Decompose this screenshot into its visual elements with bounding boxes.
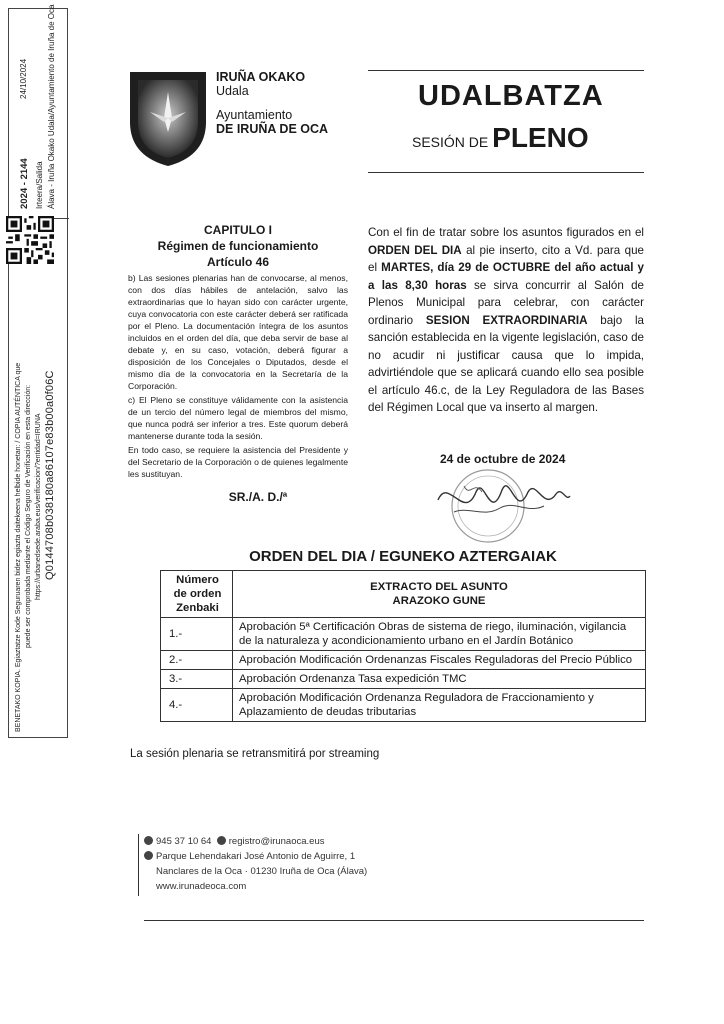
agenda-item-number: 3.-	[161, 670, 233, 689]
registry-origin: Álava - Iruña Okako Udala/Ayuntamiento de Iruña de Oca	[47, 4, 56, 209]
agenda-header-row	[161, 571, 646, 618]
mayor-signature-stamp	[424, 462, 574, 546]
bottom-rule	[144, 920, 644, 921]
verify-text-1: BENETAKO KOPIA. Egiaztatze Kode Seguruaren bidez egiazta daitekeena helbide honetan: / COPIA AUTÉNTICA que	[15, 362, 22, 732]
location-icon	[144, 851, 153, 860]
session-type: PLENO	[492, 122, 589, 153]
convocation-bold-3: SESION EXTRAORDINARIA	[425, 313, 588, 327]
legal-paragraph-d: En todo caso, se requiere la asistencia del Presidente y del Secretario de la Corporación o de quienes legalmente les sustituyan.	[128, 445, 348, 479]
convocation-text-4: bajo la sanción establecida en la vigente legislación, caso de no acudir ni justificar causa que lo impida, advirtiéndole que se aplicará cuando ello sea posible el artículo 46.c, de la Ley Reguladora de las Bases del Régimen Local que va inserto al margen.	[368, 313, 645, 414]
legal-paragraph-c: c) El Pleno se constituye válidamente con la asistencia de un tercio del número legal de miembros del mismo, que nunca podrá ser inferior a tres. Este quorum deberá mantenerse durante toda la sesión.	[128, 395, 348, 441]
agenda-item-text: Aprobación Modificación Ordenanzas Fiscales Reguladoras del Precio Público	[233, 651, 646, 670]
agenda-item-number: 4.-	[161, 689, 233, 722]
municipal-shield-logo	[128, 70, 208, 168]
col-number-line-1: Número	[176, 574, 219, 586]
contact-website[interactable]: www.irunadeoca.com	[156, 881, 247, 892]
registry-box	[9, 4, 69, 219]
convocation-bold-2: MARTES, día 29 de OCTUBRE del año actual y a las 8,30 horas	[368, 261, 644, 292]
agenda-item-number: 2.-	[161, 651, 233, 670]
legal-article: Artículo 46	[206, 255, 269, 269]
registry-date: 24/10/2024	[19, 58, 28, 99]
col-number-line-2: de orden	[173, 588, 222, 600]
agenda-item-text: Aprobación 5ª Certificación Obras de sistema de riego, iluminación, vigilancia de la naturaleza y acondicionamiento urbano en el Jardín Botánico	[233, 618, 646, 651]
legal-chapter: CAPITULO I	[204, 223, 272, 237]
contact-address-2: Nanclares de la Oca · 01230 Iruña de Oca (Álava)	[156, 866, 368, 877]
recipient-salutation: SR./A. D./ª	[228, 490, 288, 504]
table-row	[161, 618, 646, 651]
org-line-1: IRUÑA OKAKO	[216, 70, 306, 84]
org-line-3: Ayuntamiento	[216, 108, 293, 122]
col-subject-line-1: EXTRACTO DEL ASUNTO	[370, 581, 508, 593]
table-row	[161, 670, 646, 689]
table-row	[161, 689, 646, 722]
table-row	[161, 651, 646, 670]
agenda-item-text: Aprobación Modificación Ordenanza Reguladora de Fraccionamiento y Aplazamiento de deudas tributarias	[233, 689, 646, 722]
agenda-col-number-header	[161, 571, 233, 618]
convocation-bold-1: ORDEN DEL DIA	[368, 243, 462, 257]
legal-subtitle: Régimen de funcionamiento	[157, 239, 319, 253]
col-number-line-3: Zenbaki	[176, 602, 219, 614]
contact-address-1: Parque Lehendakari José Antonio de Aguirre, 1	[156, 851, 356, 862]
agenda-item-text: Aprobación Ordenanza Tasa expedición TMC	[233, 670, 646, 689]
agenda-item-number: 1.-	[161, 618, 233, 651]
contact-phone: 945 37 10 64	[156, 836, 212, 847]
agenda-title: ORDEN DEL DIA / EGUNEKO AZTERGAIAK	[249, 548, 557, 565]
org-line-4: DE IRUÑA DE OCA	[216, 122, 329, 136]
header-rule-bottom	[368, 172, 644, 173]
page-title: UDALBATZA	[418, 80, 604, 112]
convocation-text-1: Con el fin de tratar sobre los asuntos figurados en el	[368, 226, 644, 239]
convocation-text-2: al pie inserto, cito a Vd. para que el	[368, 243, 644, 274]
phone-icon	[144, 836, 153, 845]
session-prefix: SESIÓN DE	[412, 134, 489, 150]
header-rule-top	[368, 70, 644, 71]
streaming-note: La sesión plenaria se retransmitirá por streaming	[130, 748, 380, 760]
qr-code-icon	[6, 216, 54, 264]
signature-date: 24 de octubre de 2024	[440, 452, 566, 466]
legal-reference	[128, 222, 348, 504]
verify-text-3: https://urbanedsede.araba.eus/verificacion/?entidad=IRUNA	[35, 413, 42, 600]
csv-code: Q0144708b038180a86107e83b00a0f06C	[44, 370, 56, 580]
verify-text-2: puede ser comprobada mediante el Código Seguro de Verificación en esta dirección:	[25, 384, 32, 648]
organization-name	[216, 70, 328, 136]
convocation-text-3: se sirva concurrir al Salón de Plenos Municipal para celebrar, con carácter ordinario	[368, 278, 644, 327]
agenda-table	[160, 570, 646, 722]
footer-rule	[138, 834, 139, 896]
contact-footer	[144, 834, 367, 894]
registry-type: Irteera/Salida	[35, 161, 44, 209]
registry-number: 2024 - 2144	[19, 158, 30, 209]
contact-email[interactable]: registro@irunaoca.eus	[228, 836, 325, 847]
agenda-col-subject-header	[233, 571, 646, 618]
convocation-text	[368, 224, 644, 417]
col-subject-line-2: ARAZOKO GUNE	[392, 595, 486, 607]
legal-paragraph-b: b) Las sesiones plenarias han de convocarse, al menos, con dos días hábiles de antelación, salvo las extraordinarias que lo hayan sido con carácter urgente, cuya convocatoria con este carácter deberá ser ratificada por el Pleno. La documentación íntegra de los asuntos incluidos en el orden del día, que deba servir de base al debate y, en su caso, votación, deberá figurar a disposición de los Concejales o Diputados, desde el mismo día de la convocatoria en la Secretaría de la Corporación.	[128, 273, 348, 391]
email-icon	[217, 836, 226, 845]
session-title	[412, 122, 589, 154]
org-line-2: Udala	[216, 84, 249, 98]
